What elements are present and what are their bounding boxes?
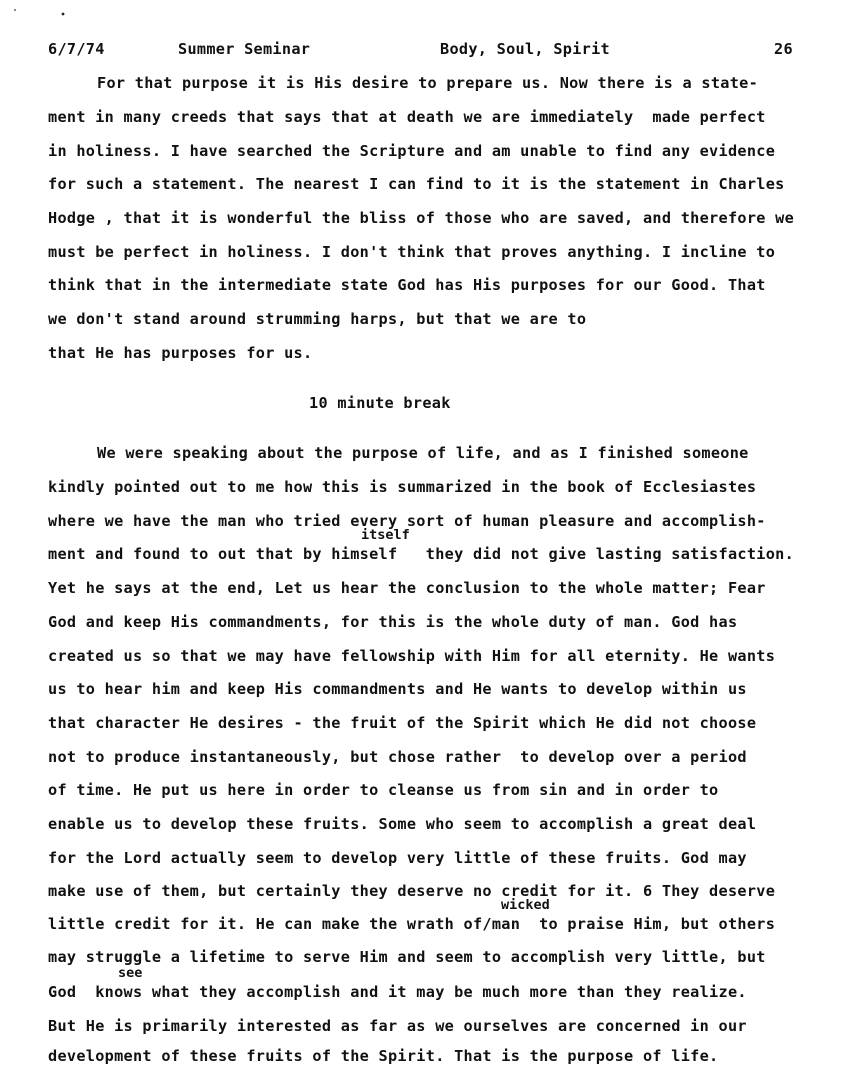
body-line: must be perfect in holiness. I don't think that proves anything. I incline to [48,243,776,261]
body-line: for such a statement. The nearest I can find to it is the statement in Charles [48,175,785,193]
body-line: may struggle a lifetime to serve Him and seem to accomplish very little, but [48,948,766,966]
body-line: enable us to develop these fruits. Some who seem to accomplish a great deal [48,815,757,833]
header-series: Summer Seminar [178,40,311,58]
body-line: think that in the intermediate state God has His purposes for our Good. That [48,276,766,294]
body-line: that He has purposes for us. [48,344,313,362]
header-page-number: 26 [774,40,793,58]
interlinear-insertion: itself [361,527,410,543]
body-line: created us so that we may have fellowship with Him for all eternity. He wants [48,647,776,665]
body-line: But He is primarily interested as far as we ourselves are concerned in our [48,1017,747,1035]
body-line: For that purpose it is His desire to prepare us. Now there is a state- [97,74,759,92]
body-line: Hodge , that it is wonderful the bliss of those who are saved, and therefore we [48,209,795,227]
interlinear-insertion: see [118,965,143,981]
interlinear-insertion: wicked [501,897,550,913]
body-line: of time. He put us here in order to cleanse us from sin and in order to [48,781,719,799]
body-line: that character He desires - the fruit of the Spirit which He did not choose [48,714,757,732]
body-line: kindly pointed out to me how this is summarized in the book of Ecclesiastes [48,478,757,496]
body-line: make use of them, but certainly they deserve no credit for it. 6 They deserve [48,882,776,900]
body-line: We were speaking about the purpose of life, and as I finished someone [97,444,749,462]
body-line: not to produce instantaneously, but chose rather to develop over a period [48,748,747,766]
scan-speck-marks [10,5,70,17]
header-title: Body, Soul, Spirit [440,40,610,58]
body-line: we don't stand around strumming harps, but that we are to [48,310,587,328]
body-line: ment and found to out that by himself they did not give lasting satisfaction. [48,545,795,563]
body-line: little credit for it. He can make the wrath of/man to praise Him, but others [48,915,776,933]
body-line: God and keep His commandments, for this is the whole duty of man. God has [48,613,738,631]
body-line: Yet he says at the end, Let us hear the conclusion to the whole matter; Fear [48,579,766,597]
section-break-heading: 10 minute break [309,394,451,412]
body-line: us to hear him and keep His commandments and He wants to develop within us [48,680,747,698]
body-line: for the Lord actually seem to develop very little of these fruits. God may [48,849,747,867]
body-line: God knows what they accomplish and it may be much more than they realize. [48,983,747,1001]
header-date: 6/7/74 [48,40,105,58]
body-line: ment in many creeds that says that at death we are immediately made perfect [48,108,766,126]
body-line: development of these fruits of the Spirit. That is the purpose of life. [48,1047,719,1065]
body-line: where we have the man who tried every sort of human pleasure and accomplish- [48,512,766,530]
body-line: in holiness. I have searched the Scripture and am unable to find any evidence [48,142,776,160]
